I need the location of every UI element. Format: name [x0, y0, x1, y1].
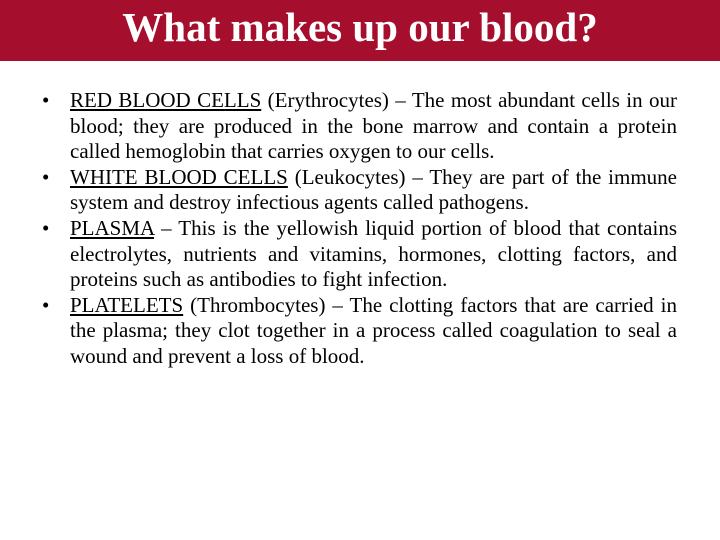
- term-plasma: PLASMA: [70, 215, 155, 240]
- title-bar: [0, 0, 720, 61]
- bullet-icon: •: [42, 292, 50, 317]
- term-white-blood-cells: WHITE BLOOD CELLS: [70, 164, 288, 189]
- description-plasma: – This is the yellowish liquid portion of blood that contains electrolytes, nutrients and vitamins, hormones, clotting factors, and proteins such as antibodies to fight infection.: [70, 215, 677, 292]
- term-platelets: PLATELETS: [70, 292, 184, 317]
- slide-content: [42, 88, 677, 370]
- description-white-blood-cells: (Leukocytes) – They are part of the immune system and destroy infectious agents called pathogens.: [70, 164, 678, 215]
- bullet-icon: •: [42, 215, 50, 240]
- bullet-icon: •: [42, 88, 50, 112]
- term-red-blood-cells: RED BLOOD CELLS: [70, 88, 262, 112]
- slide-title: What makes up our blood?: [122, 4, 598, 50]
- list-item-white-blood-cells: [42, 165, 677, 216]
- list-item-red-blood-cells: [42, 88, 677, 165]
- description-red-blood-cells: (Erythrocytes) – The most abundant cells in our blood; they are produced in the bone marrow and contain a protein called hemoglobin that carries oxygen to our cells.: [70, 88, 677, 164]
- description-platelets: (Thrombocytes) – The clotting factors that are carried in the plasma; they clot together in a process called coagulation to seal a wound and prevent a loss of blood.: [70, 292, 677, 368]
- bullet-icon: •: [42, 164, 50, 189]
- bullet-list: [42, 88, 677, 370]
- list-item-plasma: [42, 216, 677, 293]
- list-item-platelets: [42, 293, 677, 370]
